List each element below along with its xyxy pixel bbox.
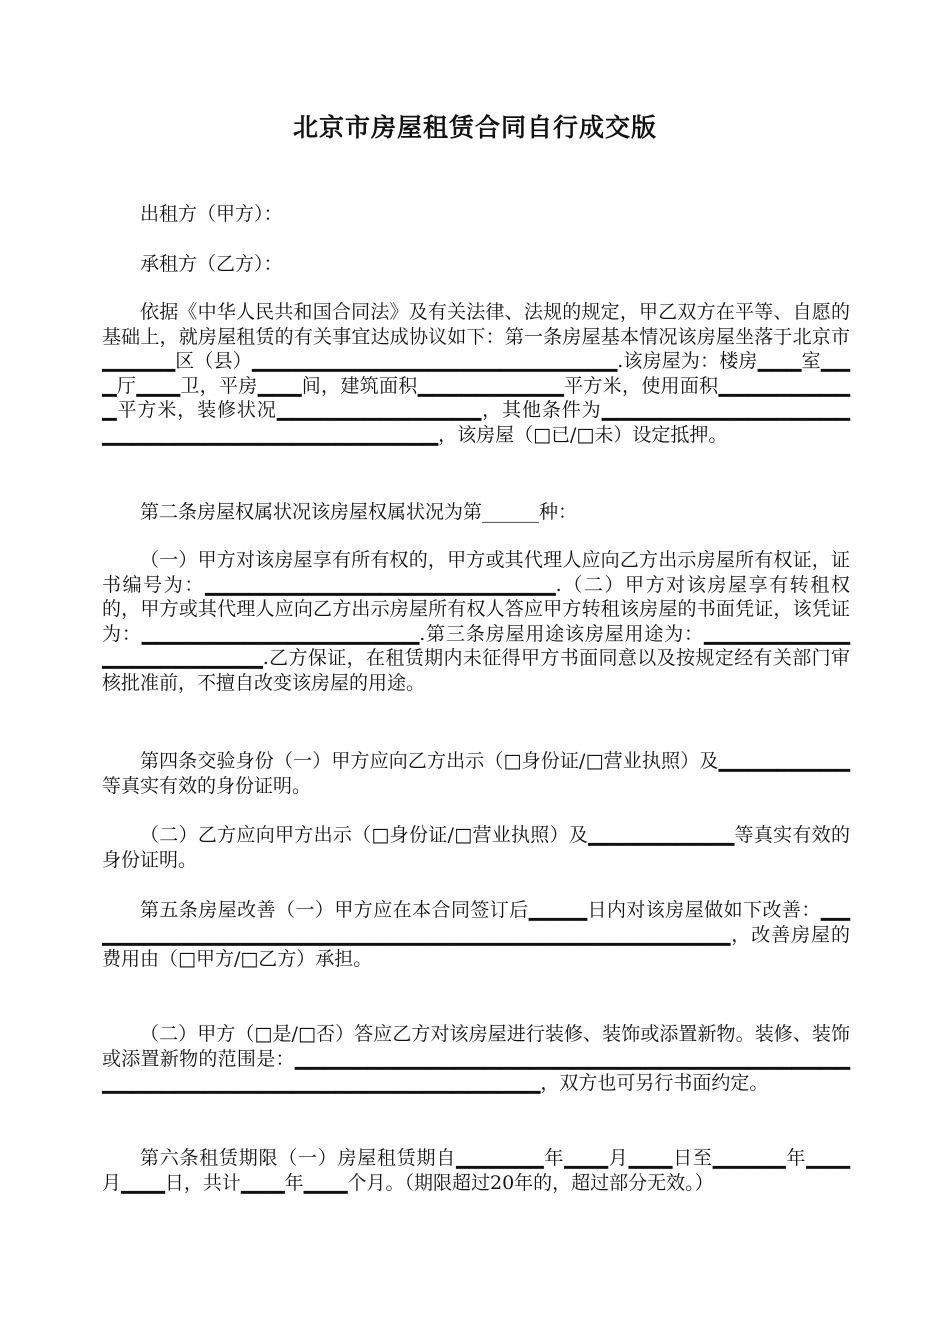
article-1-paragraph: 依据《中华人民共和国合同法》及有关法律、法规的规定，甲乙双方在平等、自愿的基础上，就房屋租赁的有关事宜达成协议如下：第一条房屋基本情况该房屋坐落于北京市▁▁▁▁▁区（县）▁▁▁▁▁▁▁▁▁▁▁▁▁▁▁▁▁▁▁▁▁▁▁▁▁.该房屋为：楼房▁▁▁室▁▁▁厅▁▁▁卫，平房▁▁▁间，建筑面积▁▁▁▁▁▁▁▁▁▁平方米，使用面积▁▁▁▁▁▁▁▁▁▁平方米，装修状况▁▁▁▁▁▁▁▁▁▁▁▁▁▁，其他条件为▁▁▁▁▁▁▁▁▁▁▁▁▁▁▁▁▁▁▁▁▁▁▁▁▁▁▁▁▁▁▁▁▁▁▁▁▁▁▁▁，该房屋（□已/□未）设定抵押。 <box>102 301 850 446</box>
article-2-3-paragraph: （一）甲方对该房屋享有所有权的，甲方或其代理人应向乙方出示房屋所有权证，证书编号为：▁▁▁▁▁▁▁▁▁▁▁▁▁▁▁▁▁▁▁▁▁▁▁▁.（二）甲方对该房屋享有转租权的，甲方或其代理人应向乙方出示房屋所有权人答应甲方转租该房屋的书面凭证，该凭证为：▁▁▁▁▁▁▁▁▁▁▁▁▁▁▁▁▁▁▁.第三条房屋用途该房屋用途为：▁▁▁▁▁▁▁▁▁▁▁▁▁▁▁▁▁▁▁▁▁.乙方保证，在租赁期内未征得甲方书面同意以及按规定经有关部门审核批准前，不擅自改变该房屋的用途。 <box>102 549 850 694</box>
lessor-line: 出租方（甲方）： <box>140 203 283 225</box>
article-6-paragraph: 第六条租赁期限（一）房屋租赁期自▁▁▁▁▁▁年▁▁▁月▁▁▁日至▁▁▁▁▁年▁▁▁月▁▁▁日，共计▁▁▁年▁▁▁个月。（期限超过20年的，超过部分无效。） <box>102 1147 850 1194</box>
article-4-part-2-paragraph: （二）乙方应向甲方出示（□身份证/□营业执照）及▁▁▁▁▁▁▁▁▁▁等真实有效的身份证明。 <box>102 824 850 871</box>
article-5-paragraph: 第五条房屋改善（一）甲方应在本合同签订后▁▁▁▁日内对该房屋做如下改善：▁▁▁▁▁▁▁▁▁▁▁▁▁▁▁▁▁▁▁▁▁▁▁▁▁▁▁▁▁▁▁▁▁▁▁▁▁▁▁▁▁▁▁▁▁，改善房屋的费用由（□甲方/□乙方）承担。 <box>102 899 850 970</box>
article-5-part-2-paragraph: （二）甲方（□是/□否）答应乙方对该房屋进行装修、装饰或添置新物。装修、装饰或添置新物的范围是：▁▁▁▁▁▁▁▁▁▁▁▁▁▁▁▁▁▁▁▁▁▁▁▁▁▁▁▁▁▁▁▁▁▁▁▁▁▁▁▁▁▁▁▁▁▁▁▁▁▁▁▁▁▁▁▁▁▁▁▁▁▁▁▁▁▁▁▁，双方也可另行书面约定。 <box>102 1023 850 1094</box>
article-2-paragraph: 第二条房屋权属状况该房屋权属状况为第______种： <box>140 501 578 523</box>
document-title: 北京市房屋租赁合同自行成交版 <box>292 113 657 142</box>
lessee-line: 承租方（乙方）： <box>140 253 283 275</box>
article-4-paragraph: 第四条交验身份（一）甲方应向乙方出示（□身份证/□营业执照）及▁▁▁▁▁▁▁▁▁等真实有效的身份证明。 <box>102 750 850 797</box>
